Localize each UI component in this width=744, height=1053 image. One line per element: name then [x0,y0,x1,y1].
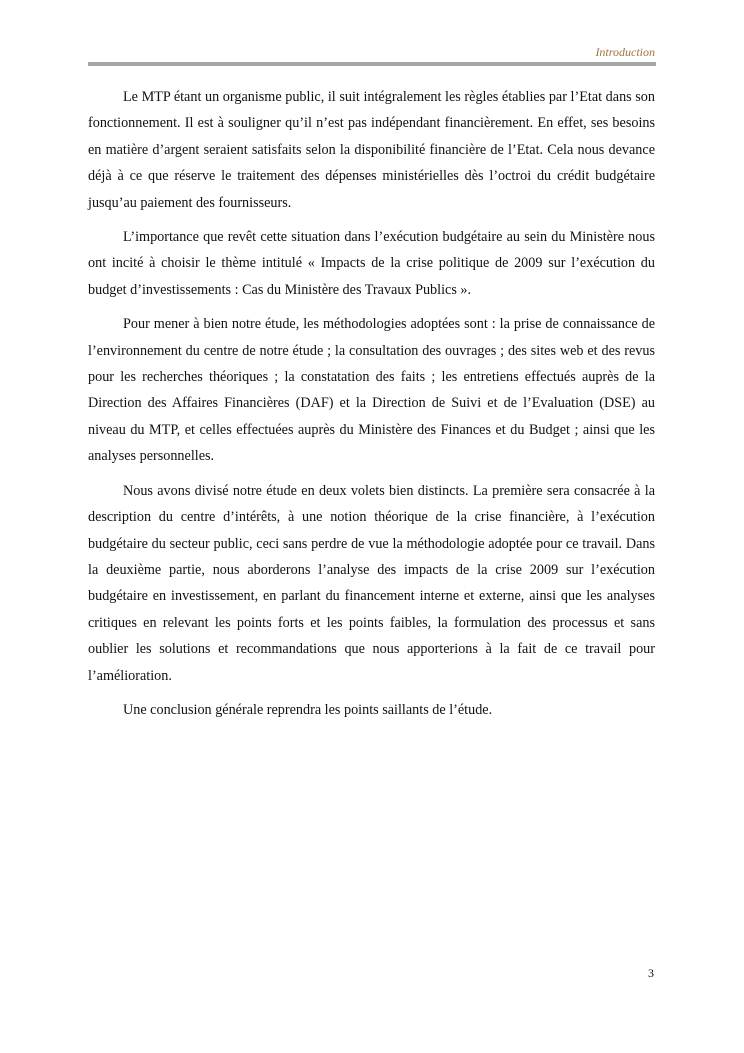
running-header: Introduction [595,45,655,59]
paragraph-1: Le MTP étant un organisme public, il suit intégralement les règles établies par l’Etat dans son fonctionnement. Il est à souligner qu’il n’est pas indépendant financièrement. En effet, ses besoins en matière d’argent seraient satisfaits selon la disponibilité financière de l’Etat. Cela nous devance déjà à ce que réserve le traitement des dépenses ministérielles dès l’octroi du crédit budgétaire jusqu’au paiement des fournisseurs. [88,89,655,211]
body-text [88,84,655,731]
paragraph-5: Une conclusion générale reprendra les points saillants de l’étude. [123,701,493,718]
page-number: 3 [648,966,654,980]
paragraph-2: L’importance que revêt cette situation dans l’exécution budgétaire au sein du Ministère nous ont incité à choisir le thème intitulé « Impacts de la crise politique de 2009 sur l’exécution du budget d’investissements : Cas du Ministère des Travaux Publics ». [88,229,655,298]
header-rule [88,62,656,66]
paragraph-3: Pour mener à bien notre étude, les méthodologies adoptées sont : la prise de connaissance de l’environnement du centre de notre étude ; la consultation des ouvrages ; des sites web et des revus pour les recherches théoriques ; la constatation des faits ; les entretiens effectués auprès de la Direction des Affaires Financières (DAF) et la Direction de Suivi et de l’Evaluation (DSE) au niveau du MTP, et celles effectuées auprès du Ministère des Finances et du Budget ; ainsi que les analyses personnelles. [88,316,655,465]
paragraph-4: Nous avons divisé notre étude en deux volets bien distincts. La première sera consacrée à la description du centre d’intérêts, à une notion théorique de la crise financière, à l’exécution budgétaire du secteur public, ceci sans perdre de vue la méthodologie adoptée pour ce travail. Dans la deuxième partie, nous aborderons l’analyse des impacts de la crise 2009 sur l’exécution budgétaire en investissement, en parlant du financement interne et externe, ainsi que les analyses critiques en relevant les points forts et les points faibles, la formulation des processus et sans oublier les solutions et recommandations que nous apporterions à la fait de ce travail pour l’amélioration. [88,482,655,684]
